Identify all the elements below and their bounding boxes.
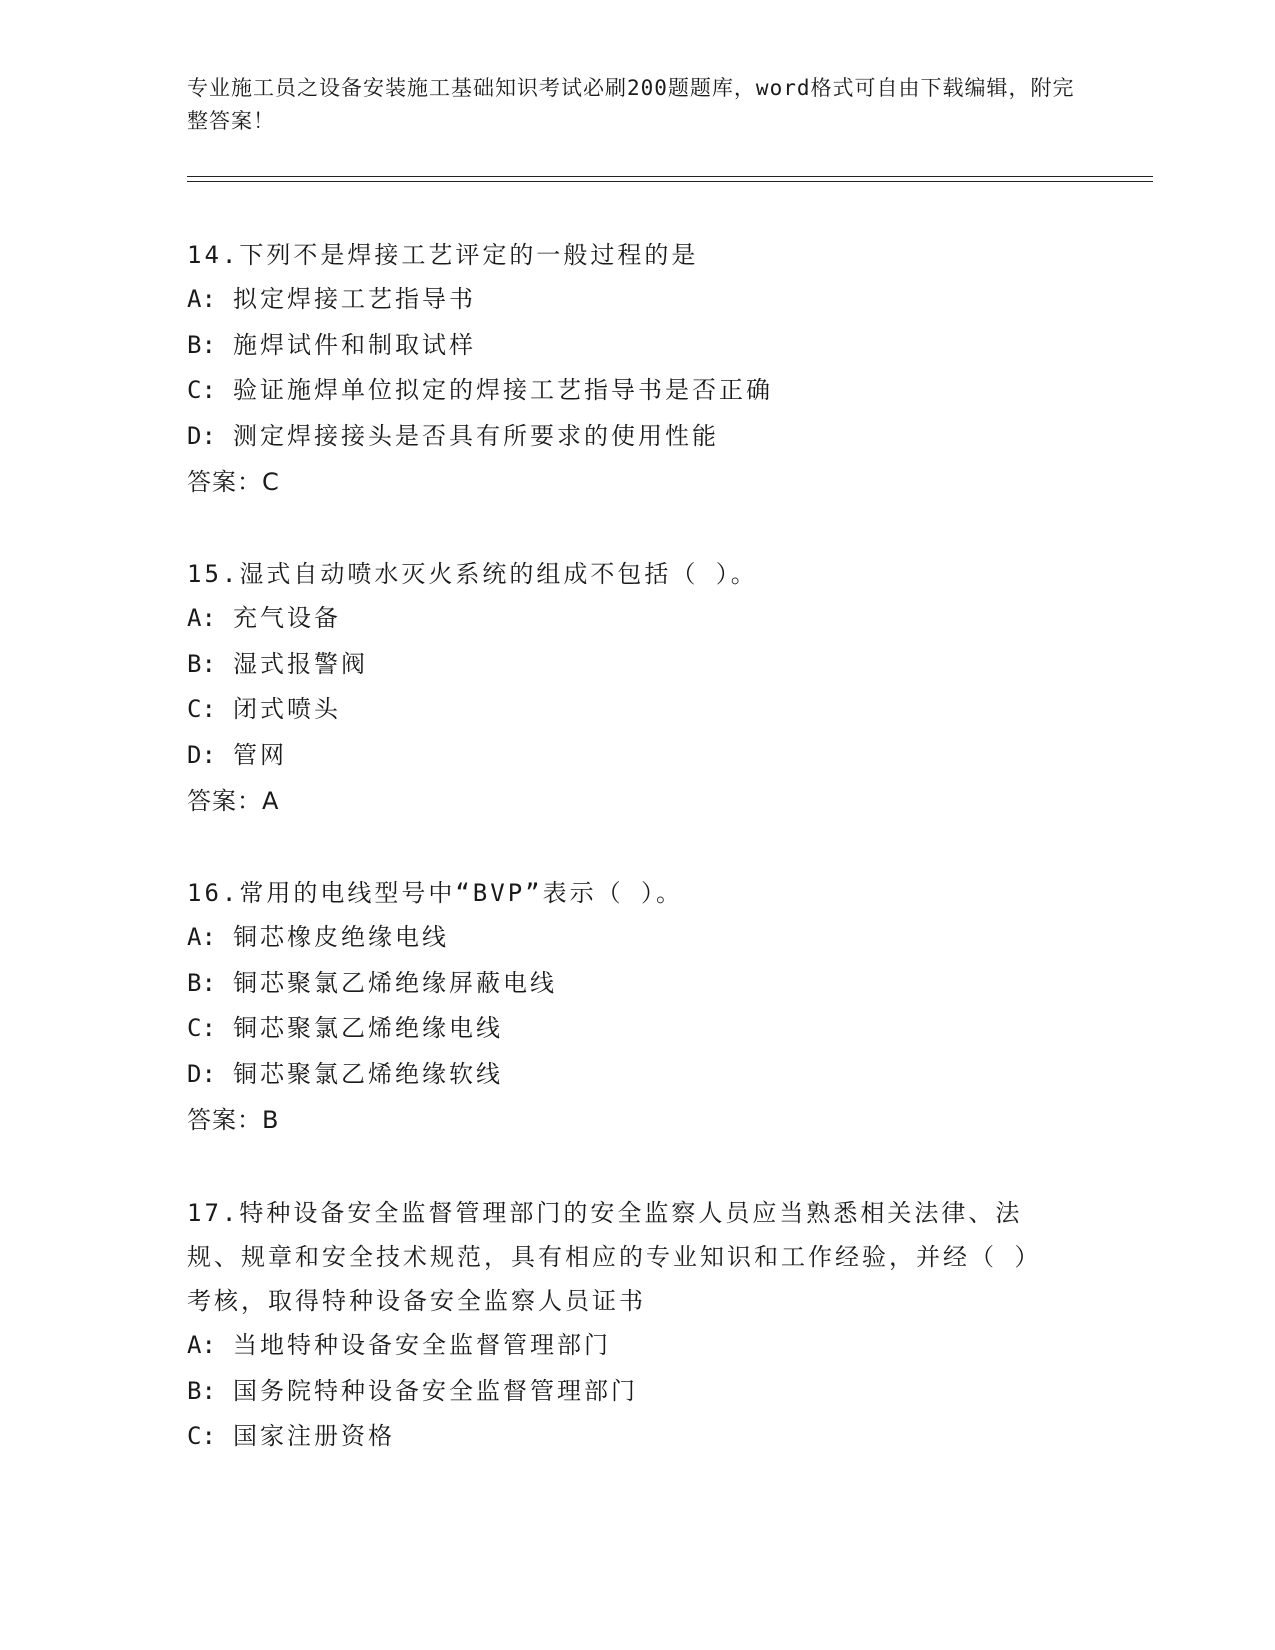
option-c (187, 368, 1067, 414)
question-stem (187, 552, 1067, 596)
option-text: 铜芯聚氯乙烯绝缘电线 (233, 1014, 503, 1042)
question-stem (187, 871, 1067, 915)
question-17 (187, 1191, 1067, 1460)
option-b (187, 642, 1067, 688)
header-divider-top (187, 176, 1153, 177)
option-text: 国务院特种设备安全监督管理部门 (233, 1376, 638, 1405)
option-b (187, 961, 1067, 1007)
question-text: 湿式自动喷水灭火系统的组成不包括（ ）。 (239, 560, 758, 588)
option-key: A: (187, 923, 216, 951)
option-key: B: (187, 968, 216, 997)
option-text: 充气设备 (233, 604, 341, 632)
option-key: C: (187, 376, 216, 404)
question-stem (187, 233, 1067, 277)
option-key: C: (187, 695, 216, 723)
question-text: 下列不是焊接工艺评定的一般过程的是 (239, 241, 699, 269)
question-number: 16. (187, 879, 240, 907)
option-text: 铜芯橡皮绝缘电线 (233, 923, 449, 951)
answer-line: 答案：C (187, 468, 280, 496)
option-b (187, 1369, 1067, 1415)
option-text: 当地特种设备安全监督管理部门 (233, 1331, 611, 1359)
option-key: B: (187, 1376, 216, 1405)
option-key: A: (187, 604, 216, 632)
option-text: 验证施焊单位拟定的焊接工艺指导书是否正确 (233, 376, 773, 404)
option-text: 铜芯聚氯乙烯绝缘屏蔽电线 (233, 968, 557, 997)
question-number: 15. (187, 560, 240, 588)
option-key: D: (187, 421, 216, 450)
option-text: 湿式报警阀 (233, 649, 368, 678)
option-text: 管网 (233, 740, 287, 769)
question-text: 常用的电线型号中“BVP”表示（ ）。 (239, 879, 684, 907)
question-15 (187, 552, 1067, 824)
option-key: B: (187, 649, 216, 678)
option-text: 拟定焊接工艺指导书 (233, 285, 476, 313)
option-text: 闭式喷头 (233, 695, 341, 723)
option-a (187, 596, 1067, 642)
question-text: 特种设备安全监督管理部门的安全监察人员应当熟悉相关法律、法规、规章和安全技术规范，具有相应的专业知识和工作经验，并经（ ）考核，取得特种设备安全监察人员证书 (187, 1199, 1042, 1315)
option-key: B: (187, 330, 216, 359)
option-b (187, 323, 1067, 369)
option-c (187, 1414, 1067, 1460)
answer-line: 答案：B (187, 1106, 280, 1134)
option-key: D: (187, 1059, 216, 1088)
document-header: 专业施工员之设备安装施工基础知识考试必刷200题题库，word格式可自由下载编辑，附完整答案！ (187, 76, 1075, 133)
option-c (187, 1006, 1067, 1052)
option-text: 测定焊接接头是否具有所要求的使用性能 (233, 421, 719, 450)
option-text: 国家注册资格 (233, 1422, 395, 1450)
header-divider-bottom (187, 181, 1153, 182)
question-14 (187, 233, 1067, 505)
option-d (187, 1052, 1067, 1098)
option-key: C: (187, 1014, 216, 1042)
question-number: 14. (187, 241, 240, 269)
option-a (187, 277, 1067, 323)
question-16 (187, 871, 1067, 1143)
option-key: C: (187, 1422, 216, 1450)
option-text: 铜芯聚氯乙烯绝缘软线 (233, 1059, 503, 1088)
question-number: 17. (187, 1199, 240, 1227)
option-key: A: (187, 285, 216, 313)
option-d (187, 414, 1067, 460)
option-a (187, 1323, 1067, 1369)
answer-line: 答案：A (187, 787, 280, 815)
option-text: 施焊试件和制取试样 (233, 330, 476, 359)
question-stem (187, 1191, 1067, 1323)
option-a (187, 915, 1067, 961)
option-c (187, 687, 1067, 733)
option-key: A: (187, 1331, 216, 1359)
option-key: D: (187, 740, 216, 769)
option-d (187, 733, 1067, 779)
